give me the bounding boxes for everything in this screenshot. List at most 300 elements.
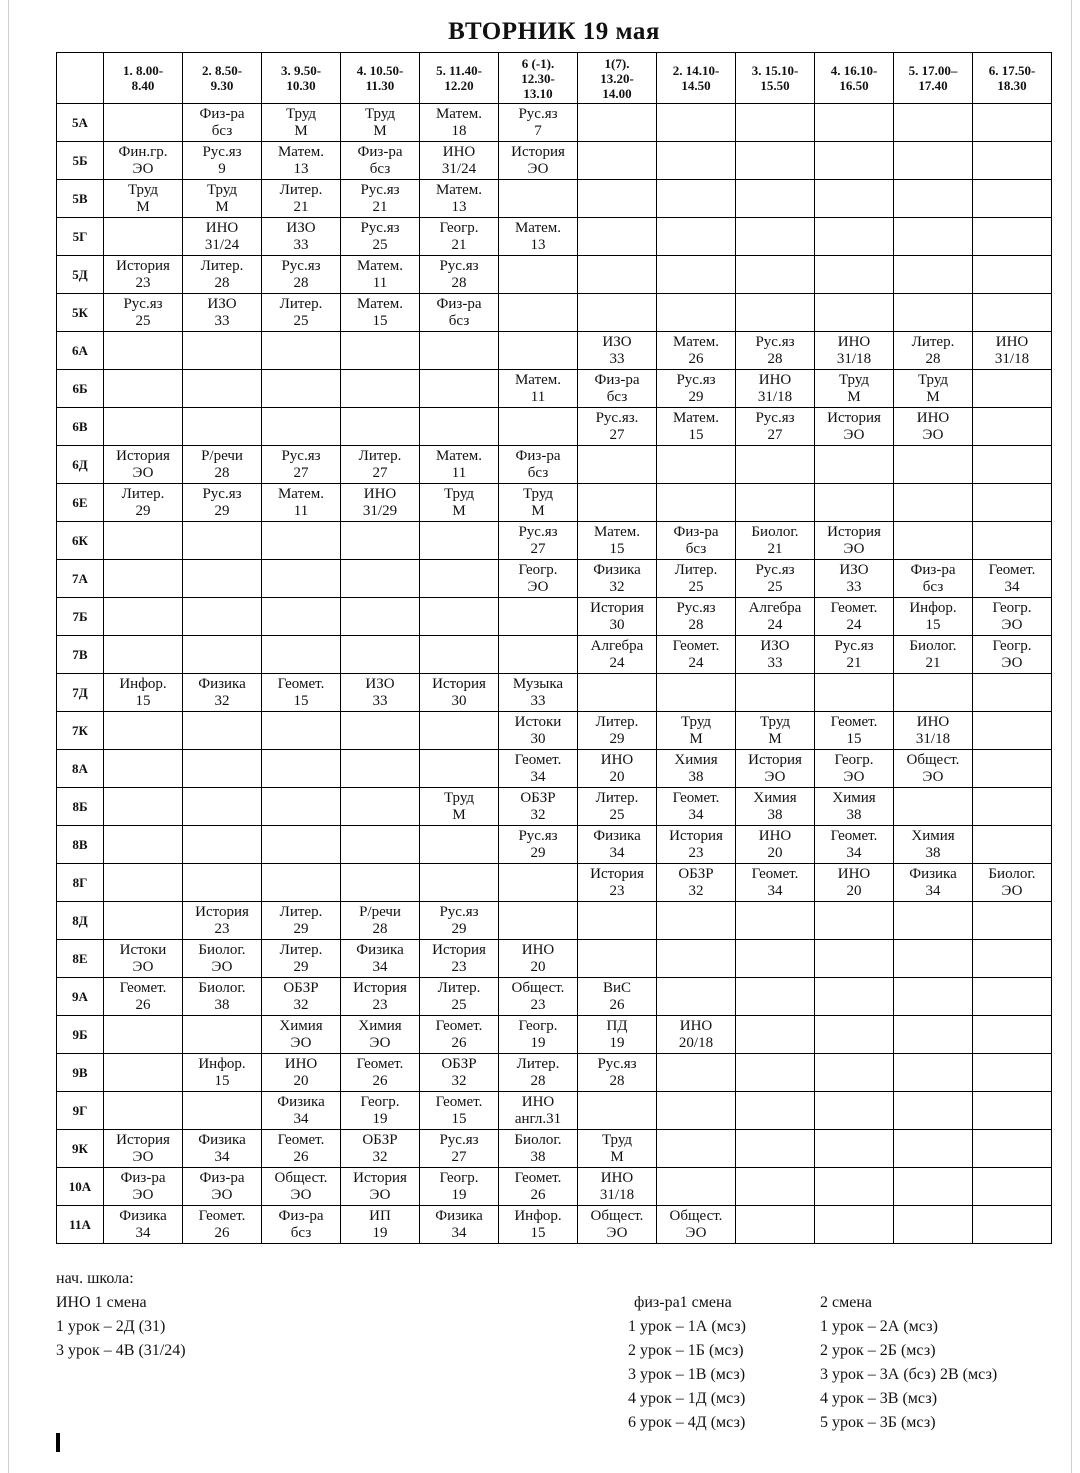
lesson-cell bbox=[499, 522, 578, 560]
lesson-cell bbox=[657, 1016, 736, 1054]
lesson-subject: Алгебра bbox=[748, 599, 802, 616]
lesson-room: 30 bbox=[530, 730, 546, 747]
lesson-cell bbox=[499, 674, 578, 712]
lesson-cell bbox=[341, 1016, 420, 1054]
empty-cell bbox=[341, 826, 420, 864]
empty-cell bbox=[657, 978, 736, 1016]
empty-cell bbox=[894, 1054, 973, 1092]
class-row bbox=[57, 446, 1052, 484]
empty-cell bbox=[104, 826, 183, 864]
lesson-cell bbox=[578, 1054, 657, 1092]
lesson-subject: История bbox=[195, 903, 249, 920]
empty-cell bbox=[499, 598, 578, 636]
lesson-cell bbox=[499, 1054, 578, 1092]
lesson-subject: Матем. bbox=[514, 219, 562, 236]
empty-cell bbox=[420, 864, 499, 902]
lesson-room: 31/18 bbox=[757, 388, 793, 405]
lesson-subject: Общест. bbox=[590, 1207, 644, 1224]
lesson-subject: ИНО bbox=[521, 941, 555, 958]
lesson-room: 20 bbox=[846, 882, 862, 899]
lesson-subject: Химия bbox=[753, 789, 797, 806]
lesson-subject: Рус.яз bbox=[123, 295, 163, 312]
period-header-line: 6. 17.50- bbox=[988, 63, 1036, 78]
lesson-room: 26 bbox=[135, 996, 151, 1013]
lesson-room: 32 bbox=[451, 1072, 467, 1089]
class-label: 8В bbox=[57, 826, 104, 864]
empty-cell bbox=[894, 180, 973, 218]
lesson-cell bbox=[815, 712, 894, 750]
lesson-room: 24 bbox=[688, 654, 704, 671]
lesson-room: бсз bbox=[211, 122, 233, 139]
lesson-subject: Литер. bbox=[279, 903, 323, 920]
empty-cell bbox=[420, 370, 499, 408]
lesson-cell bbox=[262, 674, 341, 712]
empty-cell bbox=[736, 142, 815, 180]
lesson-room: 23 bbox=[372, 996, 388, 1013]
lesson-cell bbox=[499, 978, 578, 1016]
lesson-subject: Рус.яз bbox=[360, 181, 400, 198]
lesson-cell bbox=[341, 256, 420, 294]
empty-cell bbox=[815, 902, 894, 940]
lesson-cell bbox=[420, 104, 499, 142]
lesson-cell bbox=[815, 826, 894, 864]
lesson-cell bbox=[894, 750, 973, 788]
lesson-cell bbox=[736, 712, 815, 750]
lesson-cell bbox=[262, 484, 341, 522]
empty-cell bbox=[657, 1092, 736, 1130]
lesson-cell bbox=[578, 522, 657, 560]
lesson-subject: ВиС bbox=[602, 979, 632, 996]
empty-cell bbox=[341, 712, 420, 750]
lesson-room: 15 bbox=[451, 1110, 467, 1127]
lesson-subject: Труд bbox=[522, 485, 554, 502]
period-header bbox=[973, 53, 1052, 104]
empty-cell bbox=[894, 104, 973, 142]
empty-cell bbox=[657, 142, 736, 180]
lesson-room: ЭО bbox=[527, 160, 549, 177]
lesson-subject: ОБЗР bbox=[678, 865, 714, 882]
lesson-subject: История bbox=[432, 941, 486, 958]
lesson-room: 26 bbox=[688, 350, 704, 367]
lesson-cell bbox=[657, 1206, 736, 1244]
class-row bbox=[57, 1206, 1052, 1244]
class-label: 9К bbox=[57, 1130, 104, 1168]
lesson-room: 20 bbox=[530, 958, 546, 975]
lesson-room: ЭО bbox=[132, 958, 154, 975]
lesson-cell bbox=[499, 1130, 578, 1168]
lesson-cell bbox=[973, 636, 1052, 674]
lesson-room: 38 bbox=[767, 806, 783, 823]
lesson-subject: Р/речи bbox=[359, 903, 401, 920]
class-row bbox=[57, 978, 1052, 1016]
lesson-cell bbox=[499, 1092, 578, 1130]
lesson-cell bbox=[894, 598, 973, 636]
empty-cell bbox=[657, 902, 736, 940]
period-header-line: 12.20 bbox=[444, 78, 474, 93]
lesson-room: 25 bbox=[688, 578, 704, 595]
lesson-cell bbox=[341, 446, 420, 484]
lesson-subject: Физика bbox=[593, 827, 641, 844]
empty-cell bbox=[420, 522, 499, 560]
lesson-cell bbox=[499, 750, 578, 788]
class-label: 5Г bbox=[57, 218, 104, 256]
empty-cell bbox=[420, 408, 499, 446]
lesson-subject: Матем. bbox=[435, 105, 483, 122]
lesson-room: М bbox=[373, 122, 387, 139]
lesson-room: 11 bbox=[451, 464, 467, 481]
lesson-room: 23 bbox=[609, 882, 625, 899]
lesson-subject: Химия bbox=[279, 1017, 323, 1034]
lesson-subject: Матем. bbox=[356, 257, 404, 274]
lesson-subject: Труд bbox=[285, 105, 317, 122]
empty-cell bbox=[815, 1016, 894, 1054]
lesson-room: 19 bbox=[609, 1034, 625, 1051]
lesson-room: 15 bbox=[214, 1072, 230, 1089]
lesson-room: 38 bbox=[214, 996, 230, 1013]
lesson-room: 23 bbox=[214, 920, 230, 937]
lesson-cell bbox=[262, 294, 341, 332]
class-row bbox=[57, 1168, 1052, 1206]
lesson-cell bbox=[104, 1130, 183, 1168]
empty-cell bbox=[104, 864, 183, 902]
lesson-subject: ИЗО bbox=[839, 561, 869, 578]
lesson-room: 20/18 bbox=[678, 1034, 714, 1051]
lesson-room: 29 bbox=[688, 388, 704, 405]
lesson-room: 21 bbox=[451, 236, 467, 253]
lesson-room: 32 bbox=[609, 578, 625, 595]
empty-cell bbox=[183, 1016, 262, 1054]
empty-cell bbox=[341, 598, 420, 636]
lesson-cell bbox=[104, 180, 183, 218]
lesson-subject: Геомет. bbox=[830, 713, 878, 730]
lesson-subject: Геогр. bbox=[360, 1093, 400, 1110]
lesson-cell bbox=[736, 370, 815, 408]
lesson-cell bbox=[499, 104, 578, 142]
empty-cell bbox=[578, 104, 657, 142]
empty-cell bbox=[420, 712, 499, 750]
lesson-subject: Алгебра bbox=[590, 637, 644, 654]
empty-cell bbox=[657, 294, 736, 332]
empty-cell bbox=[657, 1168, 736, 1206]
empty-cell bbox=[262, 560, 341, 598]
period-header-line: 13.10 bbox=[523, 85, 553, 101]
empty-cell bbox=[499, 256, 578, 294]
period-header-line: 9.30 bbox=[210, 78, 234, 93]
lesson-cell bbox=[183, 142, 262, 180]
empty-cell bbox=[736, 1168, 815, 1206]
lesson-subject: Геогр. bbox=[439, 219, 479, 236]
empty-cell bbox=[104, 712, 183, 750]
lesson-cell bbox=[183, 484, 262, 522]
lesson-subject: Литер. bbox=[595, 789, 639, 806]
lesson-room: М bbox=[610, 1148, 624, 1165]
lesson-cell bbox=[420, 1092, 499, 1130]
lesson-subject: ОБЗР bbox=[283, 979, 319, 996]
lesson-cell bbox=[420, 674, 499, 712]
lesson-subject: ИНО bbox=[600, 1169, 634, 1186]
lesson-room: 15 bbox=[846, 730, 862, 747]
empty-cell bbox=[183, 522, 262, 560]
lesson-room: 15 bbox=[530, 1224, 546, 1241]
period-header-line: 4. 10.50- bbox=[356, 63, 404, 78]
lesson-cell bbox=[420, 180, 499, 218]
empty-cell bbox=[736, 104, 815, 142]
empty-cell bbox=[973, 104, 1052, 142]
lesson-room: М bbox=[452, 806, 466, 823]
pe-shift-1-line: 3 урок – 1В (мсз) bbox=[628, 1366, 746, 1383]
lesson-subject: Матем. bbox=[514, 371, 562, 388]
lesson-room: 19 bbox=[372, 1224, 388, 1241]
empty-cell bbox=[341, 370, 420, 408]
period-header-line: 1(7). bbox=[604, 55, 630, 71]
lesson-room: 33 bbox=[372, 692, 388, 709]
lesson-room: англ.31 bbox=[514, 1110, 562, 1127]
lesson-cell bbox=[104, 674, 183, 712]
class-label: 8Г bbox=[57, 864, 104, 902]
lesson-subject: Инфор. bbox=[514, 1207, 562, 1224]
lesson-room: 31/18 bbox=[599, 1186, 635, 1203]
class-label: 9В bbox=[57, 1054, 104, 1092]
lesson-room: 21 bbox=[767, 540, 783, 557]
class-row bbox=[57, 142, 1052, 180]
lesson-room: 9 bbox=[218, 160, 226, 177]
lesson-room: 20 bbox=[293, 1072, 309, 1089]
schedule-table bbox=[56, 52, 1052, 1244]
class-row bbox=[57, 1016, 1052, 1054]
period-header-line: 1. 8.00- bbox=[122, 63, 164, 78]
lesson-room: М bbox=[294, 122, 308, 139]
lesson-room: 27 bbox=[451, 1148, 467, 1165]
lesson-cell bbox=[894, 370, 973, 408]
empty-cell bbox=[973, 256, 1052, 294]
pe-shift-2-line: 1 урок – 2А (мсз) bbox=[820, 1318, 938, 1335]
lesson-cell bbox=[499, 446, 578, 484]
period-header-line: 2. 8.50- bbox=[201, 63, 243, 78]
period-header bbox=[262, 53, 341, 104]
lesson-subject: Рус.яз bbox=[281, 257, 321, 274]
ino-shift-header: ИНО 1 смена bbox=[56, 1294, 147, 1311]
lesson-subject: Матем. bbox=[435, 447, 483, 464]
lesson-room: 28 bbox=[688, 616, 704, 633]
page-right-edge bbox=[1071, 0, 1072, 1473]
class-label: 7А bbox=[57, 560, 104, 598]
class-label: 7Д bbox=[57, 674, 104, 712]
header-row bbox=[57, 53, 1052, 104]
empty-cell bbox=[815, 142, 894, 180]
lesson-subject: Истоки bbox=[119, 941, 167, 958]
lesson-room: 20 bbox=[767, 844, 783, 861]
lesson-room: 33 bbox=[214, 312, 230, 329]
lesson-room: 38 bbox=[846, 806, 862, 823]
lesson-room: 29 bbox=[609, 730, 625, 747]
lesson-subject: Рус.яз. bbox=[595, 409, 639, 426]
lesson-cell bbox=[183, 446, 262, 484]
period-header bbox=[578, 53, 657, 104]
lesson-cell bbox=[341, 142, 420, 180]
lesson-cell bbox=[894, 712, 973, 750]
lesson-room: М bbox=[136, 198, 150, 215]
lesson-subject: Геомет. bbox=[751, 865, 799, 882]
lesson-room: 15 bbox=[135, 692, 151, 709]
empty-cell bbox=[973, 978, 1052, 1016]
period-header-line: 17.40 bbox=[918, 78, 948, 93]
empty-cell bbox=[183, 560, 262, 598]
lesson-room: 21 bbox=[372, 198, 388, 215]
class-row bbox=[57, 1130, 1052, 1168]
class-label: 7К bbox=[57, 712, 104, 750]
lesson-cell bbox=[657, 826, 736, 864]
class-label: 7Б bbox=[57, 598, 104, 636]
pe-shift-2-line: 4 урок – 3В (мсз) bbox=[820, 1390, 938, 1407]
empty-cell bbox=[578, 902, 657, 940]
pe-shift-2-line: 3 урок – 3А (бсз) 2В (мсз) bbox=[820, 1366, 998, 1383]
lesson-subject: Геомет. bbox=[435, 1017, 483, 1034]
lesson-subject: История bbox=[353, 1169, 407, 1186]
lesson-subject: Рус.яз bbox=[439, 257, 479, 274]
lesson-subject: ИЗО bbox=[602, 333, 632, 350]
lesson-subject: История bbox=[827, 523, 881, 540]
empty-cell bbox=[262, 636, 341, 674]
empty-cell bbox=[499, 636, 578, 674]
period-header-line: 5. 11.40- bbox=[436, 63, 482, 78]
empty-cell bbox=[183, 636, 262, 674]
lesson-cell bbox=[183, 180, 262, 218]
period-header-line: 3. 15.10- bbox=[751, 63, 799, 78]
lesson-room: 26 bbox=[530, 1186, 546, 1203]
class-label: 8Е bbox=[57, 940, 104, 978]
lesson-room: 32 bbox=[530, 806, 546, 823]
lesson-subject: ИНО bbox=[758, 827, 792, 844]
lesson-subject: Матем. bbox=[435, 181, 483, 198]
empty-cell bbox=[973, 1130, 1052, 1168]
class-label: 9Г bbox=[57, 1092, 104, 1130]
lesson-room: ЭО bbox=[606, 1224, 628, 1241]
lesson-cell bbox=[341, 104, 420, 142]
lesson-room: 25 bbox=[293, 312, 309, 329]
class-label: 5А bbox=[57, 104, 104, 142]
empty-cell bbox=[262, 712, 341, 750]
lesson-subject: ИНО bbox=[837, 865, 871, 882]
lesson-subject: Физика bbox=[198, 1131, 246, 1148]
lesson-room: 21 bbox=[846, 654, 862, 671]
lesson-room: 34 bbox=[530, 768, 546, 785]
lesson-room: 24 bbox=[846, 616, 862, 633]
lesson-room: 23 bbox=[530, 996, 546, 1013]
lesson-subject: Биолог. bbox=[198, 979, 246, 996]
lesson-subject: Рус.яз bbox=[202, 143, 242, 160]
lesson-room: 28 bbox=[293, 274, 309, 291]
lesson-room: М bbox=[531, 502, 545, 519]
lesson-cell bbox=[262, 902, 341, 940]
lesson-cell bbox=[736, 788, 815, 826]
empty-cell bbox=[420, 598, 499, 636]
lesson-room: 34 bbox=[293, 1110, 309, 1127]
period-header-line: 15.50 bbox=[760, 78, 790, 93]
lesson-subject: ОБЗР bbox=[441, 1055, 477, 1072]
lesson-cell bbox=[420, 256, 499, 294]
lesson-room: 34 bbox=[214, 1148, 230, 1165]
lesson-room: 34 bbox=[767, 882, 783, 899]
empty-cell bbox=[736, 256, 815, 294]
empty-cell bbox=[499, 864, 578, 902]
lesson-room: 26 bbox=[214, 1224, 230, 1241]
empty-cell bbox=[104, 1054, 183, 1092]
class-label: 6Е bbox=[57, 484, 104, 522]
lesson-subject: ИНО bbox=[521, 1093, 555, 1110]
empty-cell bbox=[736, 940, 815, 978]
empty-cell bbox=[341, 522, 420, 560]
period-header bbox=[815, 53, 894, 104]
class-label: 8Б bbox=[57, 788, 104, 826]
lesson-subject: Биолог. bbox=[988, 865, 1036, 882]
lesson-subject: Физика bbox=[119, 1207, 167, 1224]
lesson-subject: Литер. bbox=[358, 447, 402, 464]
lesson-cell bbox=[657, 750, 736, 788]
pe-shift-1-line: 4 урок – 1Д (мсз) bbox=[628, 1390, 746, 1407]
lesson-subject: Биолог. bbox=[198, 941, 246, 958]
empty-cell bbox=[815, 978, 894, 1016]
lesson-subject: ИНО bbox=[442, 143, 476, 160]
lesson-subject: Физ-ра bbox=[120, 1169, 166, 1186]
empty-cell bbox=[262, 522, 341, 560]
lesson-room: 32 bbox=[214, 692, 230, 709]
empty-cell bbox=[578, 218, 657, 256]
empty-cell bbox=[341, 636, 420, 674]
lesson-cell bbox=[894, 864, 973, 902]
lesson-subject: ИНО bbox=[758, 371, 792, 388]
lesson-room: 31/18 bbox=[994, 350, 1030, 367]
empty-cell bbox=[183, 332, 262, 370]
lesson-room: 19 bbox=[451, 1186, 467, 1203]
lesson-subject: Химия bbox=[911, 827, 955, 844]
class-row bbox=[57, 1092, 1052, 1130]
lesson-cell bbox=[973, 332, 1052, 370]
lesson-subject: Геогр. bbox=[992, 599, 1032, 616]
empty-cell bbox=[973, 370, 1052, 408]
lesson-cell bbox=[894, 560, 973, 598]
lesson-cell bbox=[262, 1054, 341, 1092]
lesson-cell bbox=[341, 1054, 420, 1092]
lesson-room: 13 bbox=[530, 236, 546, 253]
lesson-cell bbox=[104, 1206, 183, 1244]
empty-cell bbox=[657, 1130, 736, 1168]
empty-cell bbox=[341, 560, 420, 598]
lesson-cell bbox=[420, 1130, 499, 1168]
empty-cell bbox=[499, 332, 578, 370]
lesson-subject: Общест. bbox=[274, 1169, 328, 1186]
lesson-cell bbox=[420, 902, 499, 940]
empty-cell bbox=[894, 1092, 973, 1130]
lesson-subject: Литер. bbox=[674, 561, 718, 578]
lesson-room: 28 bbox=[925, 350, 941, 367]
lesson-room: 19 bbox=[372, 1110, 388, 1127]
empty-cell bbox=[657, 674, 736, 712]
lesson-subject: ИНО bbox=[916, 713, 950, 730]
empty-cell bbox=[262, 598, 341, 636]
class-row bbox=[57, 636, 1052, 674]
period-header-line: 10.30 bbox=[286, 78, 316, 93]
lesson-cell bbox=[420, 1206, 499, 1244]
empty-cell bbox=[973, 1168, 1052, 1206]
empty-cell bbox=[578, 294, 657, 332]
lesson-subject: Инфор. bbox=[198, 1055, 246, 1072]
lesson-room: 25 bbox=[135, 312, 151, 329]
lesson-room: ЭО bbox=[1001, 654, 1023, 671]
empty-cell bbox=[341, 332, 420, 370]
lesson-subject: Геогр. bbox=[992, 637, 1032, 654]
lesson-subject: Литер. bbox=[911, 333, 955, 350]
lesson-subject: Матем. bbox=[277, 143, 325, 160]
